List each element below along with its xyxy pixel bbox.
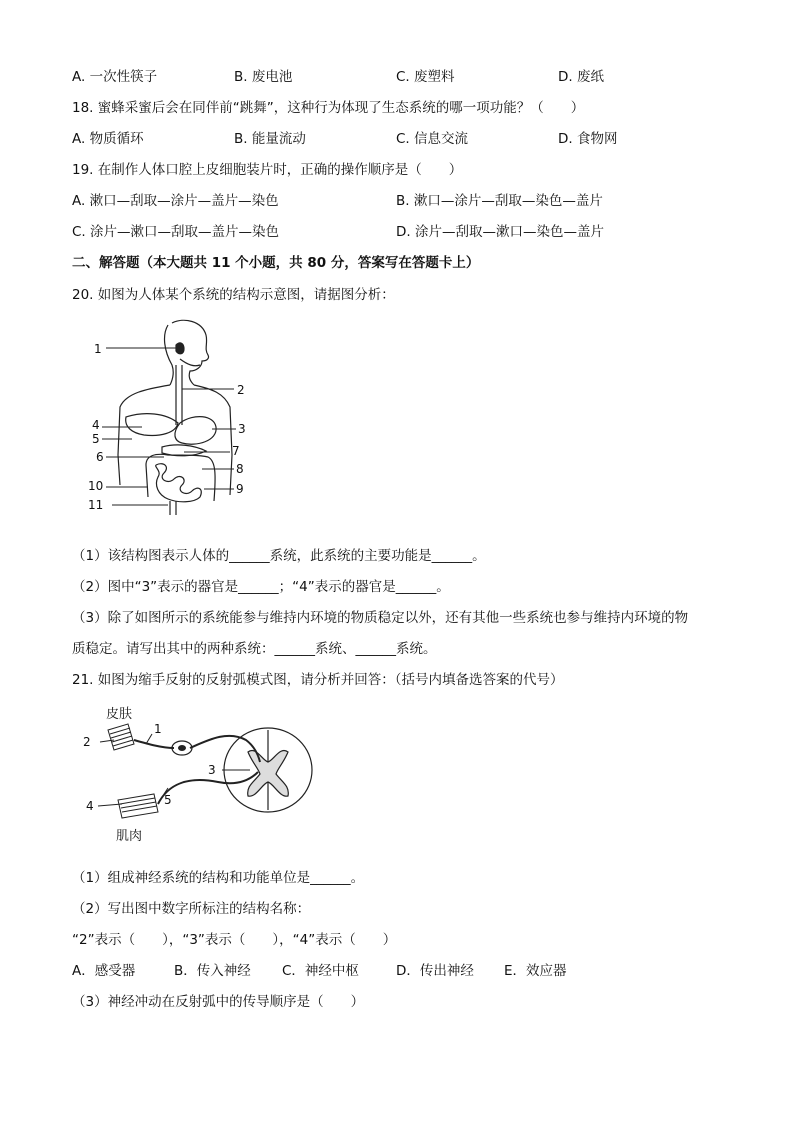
- q18-option-c: C. 信息交流: [396, 131, 469, 147]
- q18-option-b: B. 能量流动: [234, 131, 306, 147]
- q21-sub2-blanks: “2”表示（ ），“3”表示（ ），“4”表示（ ）: [72, 932, 397, 948]
- q19-option-a: A. 漱口—刮取—涂片—盖片—染色: [72, 193, 279, 209]
- label-3: 3: [238, 422, 246, 436]
- stomach: [175, 417, 216, 445]
- choice-b: B．传入神经: [174, 963, 251, 979]
- esophagus: [176, 365, 182, 425]
- q18-option-a: A. 物质循环: [72, 131, 144, 147]
- q17-option-b: B. 废电池: [234, 69, 293, 85]
- q20-sub3-line2: 质稳定。请写出其中的两种系统：______系统、______系统。: [72, 641, 437, 657]
- q17-option-d: D. 废纸: [558, 69, 604, 85]
- skin-label: 皮肤: [106, 707, 133, 722]
- label-2: 2: [83, 735, 91, 749]
- section-heading: 二、解答题（本大题共 11 个小题，共 80 分，答案写在答题卡上）: [72, 255, 480, 271]
- label-1: 1: [154, 722, 162, 736]
- digestive-system-figure: [84, 315, 284, 515]
- rectum: [170, 501, 176, 515]
- label-2: 2: [237, 383, 245, 397]
- muscle-label: 肌肉: [116, 829, 143, 844]
- label-5: 5: [164, 793, 172, 807]
- label-4: 4: [92, 418, 100, 432]
- q20-stem: 20. 如图为人体某个系统的结构示意图，请据图分析：: [72, 287, 395, 303]
- q19-option-d: D. 涂片—刮取—漱口—染色—盖片: [396, 224, 604, 240]
- label-8: 8: [236, 462, 244, 476]
- pancreas: [162, 445, 206, 456]
- label-6: 6: [96, 450, 104, 464]
- q19-stem: 19. 在制作人体口腔上皮细胞装片时，正确的操作顺序是（ ）: [72, 162, 463, 178]
- liver: [126, 414, 178, 436]
- label-7: 7: [232, 444, 240, 458]
- q17-option-c: C. 废塑料: [396, 69, 455, 85]
- label-3: 3: [208, 763, 216, 777]
- label-4: 4: [86, 799, 94, 813]
- label-9: 9: [236, 482, 244, 496]
- q19-option-b: B. 漱口—涂片—刮取—染色—盖片: [396, 193, 603, 209]
- q21-sub2: （2）写出图中数字所标注的结构名称：: [72, 901, 311, 917]
- label-11: 11: [88, 498, 104, 512]
- q21-sub1: （1）组成神经系统的结构和功能单位是______。: [72, 870, 365, 886]
- choice-c: C．神经中枢: [282, 963, 359, 979]
- q19-option-c: C. 涂片—漱口—刮取—盖片—染色: [72, 224, 280, 240]
- choice-e: E．效应器: [504, 963, 567, 979]
- label-1: 1: [94, 342, 102, 356]
- choice-d: D．传出神经: [396, 963, 474, 979]
- q20-sub2: （2）图中“3”表示的器官是______；“4”表示的器官是______。: [72, 579, 450, 595]
- label-10: 10: [88, 479, 104, 493]
- muscle-block: [118, 794, 158, 818]
- q21-stem: 21. 如图为缩手反射的反射弧模式图，请分析并回答：（括号内填备选答案的代号）: [72, 672, 564, 688]
- afferent-nerve: [134, 736, 260, 762]
- q20-sub1: （1）该结构图表示人体的______系统，此系统的主要功能是______。: [72, 548, 486, 564]
- large-intestine: [146, 454, 215, 501]
- reflex-arc-figure: [78, 700, 328, 850]
- small-intestine: [156, 464, 202, 502]
- q20-sub3-line1: （3）除了如图所示的系统能参与维持内环境的物质稳定以外，还有其他一些系统也参与维持内环境的物: [72, 610, 689, 626]
- q21-sub3: （3）神经冲动在反射弧中的传导顺序是（ ）: [72, 994, 365, 1010]
- label-5: 5: [92, 432, 100, 446]
- q17-option-a: A. 一次性筷子: [72, 69, 158, 85]
- q18-stem: 18. 蜜蜂采蜜后会在同伴前“跳舞”，这种行为体现了生态系统的哪一项功能？（ ）: [72, 100, 585, 116]
- skin-block: [108, 724, 134, 750]
- q18-option-d: D. 食物网: [558, 131, 618, 147]
- choice-a: A．感受器: [72, 963, 136, 979]
